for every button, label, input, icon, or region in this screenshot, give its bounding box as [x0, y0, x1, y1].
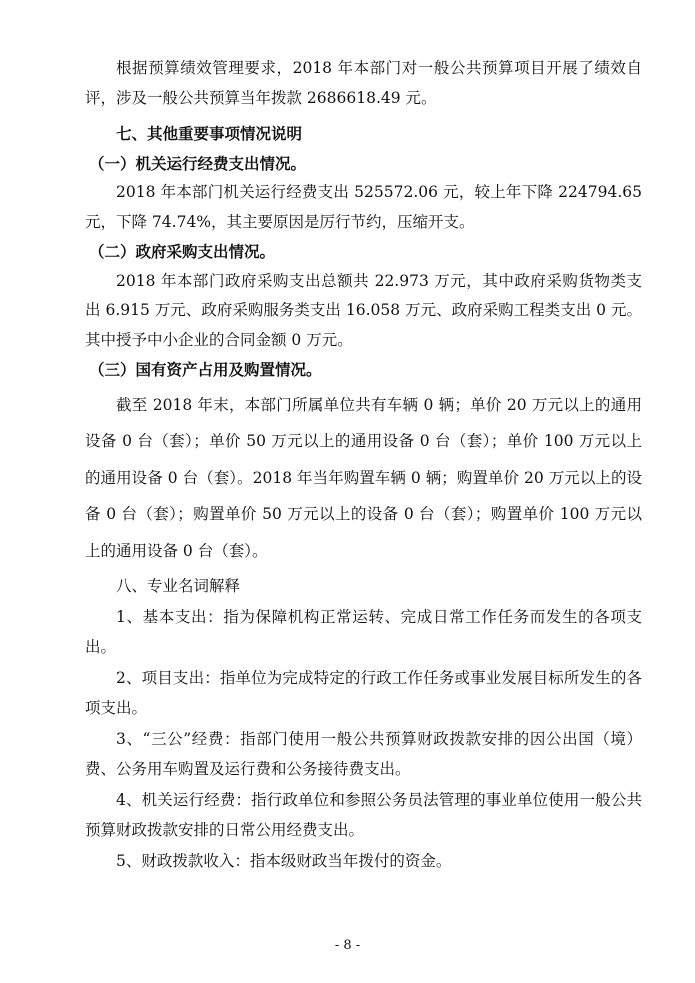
paragraph-state-assets: 截至 2018 年末，本部门所属单位共有车辆 0 辆；单价 20 万元以上的通用设备 0 台（套）；单价 50 万元以上的通用设备 0 台（套）；单价 100 万元以上的通用设备 0 台（套）。2018 年当年购置车辆 0 辆；购置单价 20 万元以上的设备 0 台（套）；购置单价 50 万元以上的设备 0 台（套）；购置单价 100 万元以上的通用设备 0 台（套）。	[85, 395, 642, 560]
section-heading-other-matters: 七、其他重要事项情况说明	[116, 124, 303, 143]
definition-fiscal-appropriation: 5、财政拨款收入：指本级财政当年拨付的资金。	[116, 851, 452, 870]
paragraph-government-procurement: 2018 年本部门政府采购支出总额共 22.973 万元，其中政府采购货物类支出 6.915 万元、政府采购服务类支出 16.058 万元、政府采购工程类支出 0 元。其中授予中小企业的合同金额 0 万元。	[85, 271, 642, 349]
section-heading-terms: 八、专业名词解释	[116, 577, 241, 595]
definition-operating-expenses: 4、机关运行经费：指行政单位和参照公务员法管理的事业单位使用一般公共预算财政拨款安排的日常公用经费支出。	[85, 790, 642, 839]
subheading-government-procurement: （二）政府采购支出情况。	[89, 242, 276, 261]
page-number: - 8 -	[334, 938, 361, 953]
document-body	[85, 54, 642, 876]
subheading-state-assets: （三）国有资产占用及购置情况。	[89, 360, 322, 379]
definition-basic-expenditure: 1、基本支出：指为保障机构正常运转、完成日常工作任务而发生的各项支出。	[85, 607, 642, 656]
paragraph-performance-evaluation: 根据预算绩效管理要求，2018 年本部门对一般公共预算项目开展了绩效自评，涉及一般公共预算当年拨款 2686618.49 元。	[85, 59, 642, 107]
definition-three-public-expenses: 3、“三公”经费：指部门使用一般公共预算财政拨款安排的因公出国（境）费、公务用车购置及运行费和公务接待费支出。	[85, 729, 642, 778]
subheading-operating-expenses: （一）机关运行经费支出情况。	[89, 153, 307, 173]
definition-project-expenditure: 2、项目支出：指单位为完成特定的行政工作任务或事业发展目标所发生的各项支出。	[85, 668, 642, 717]
paragraph-operating-expenses: 2018 年本部门机关运行经费支出 525572.06 元，较上年下降 224794.65 元，下降 74.74%，其主要原因是厉行节约，压缩开支。	[85, 183, 642, 231]
